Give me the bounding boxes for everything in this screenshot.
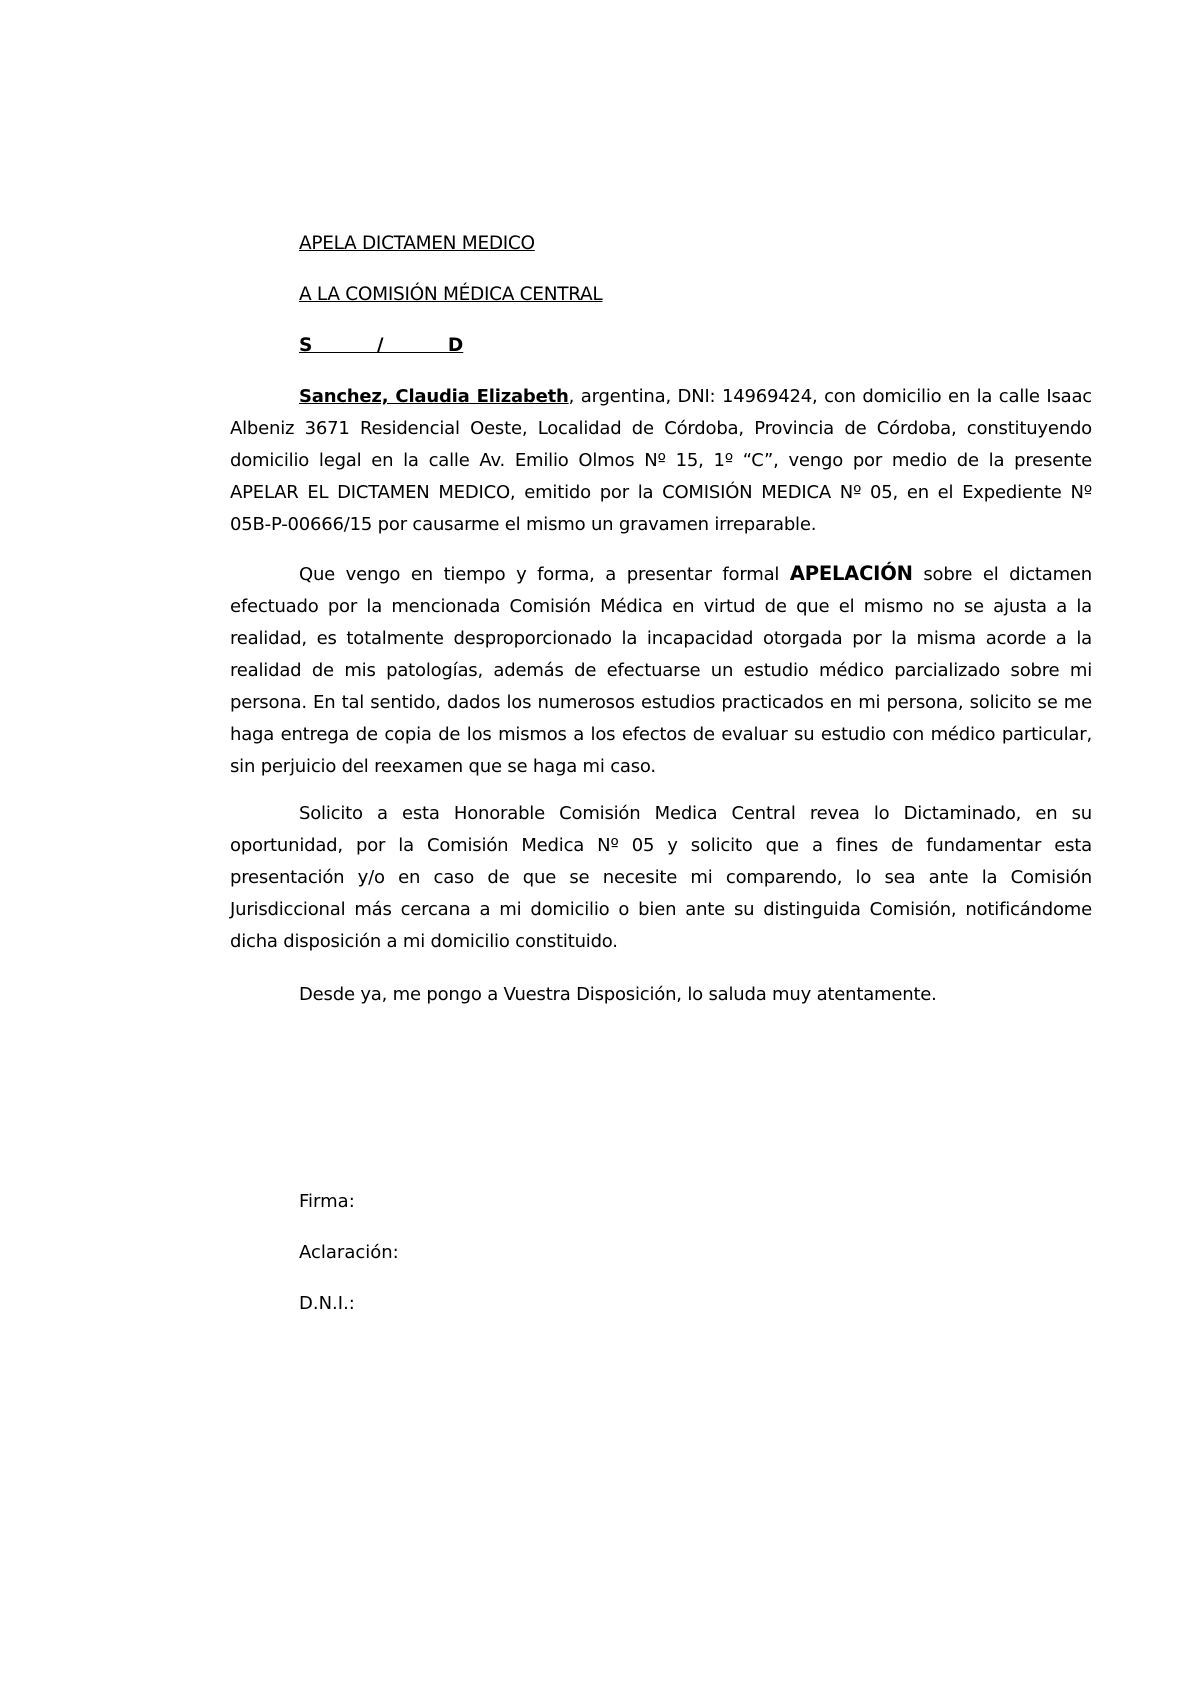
paragraph-intro bbox=[230, 381, 1092, 541]
paragraph-appeal-text bbox=[230, 558, 1092, 783]
recipient-line: A LA COMISIÓN MÉDICA CENTRAL bbox=[299, 284, 603, 305]
dni-label: D.N.I.: bbox=[299, 1293, 355, 1314]
paragraph-request-text: Solicito a esta Honorable Comisión Medica Central revea lo Dictaminado, en su oportunidad, por la Comisión Medica Nº 05 y solicito que a fines de fundamentar esta presentación y/o en caso de que se necesite mi comparendo, lo sea ante la Comisión Jurisdiccional más cercana a mi domicilio o bien ante su distinguida Comisión, notificándome dicha disposición a mi domicilio constituido. bbox=[230, 803, 1092, 952]
closing-line: Desde ya, me pongo a Vuestra Disposición, lo saluda muy atentamente. bbox=[299, 984, 937, 1005]
paragraph-request bbox=[230, 798, 1092, 958]
paragraph-appeal-lead: Que vengo en tiempo y forma, a presentar formal bbox=[299, 564, 790, 585]
signature-label: Firma: bbox=[299, 1191, 355, 1212]
applicant-name: Sanchez, Claudia Elizabeth bbox=[299, 386, 569, 407]
paragraph-intro-body: , argentina, DNI: 14969424, con domicilio en la calle Isaac Albeniz 3671 Residencial Oeste, Localidad de Córdoba, Provincia de Córdoba, constituyendo domicilio legal en la calle Av. Emilio Olmos Nº 15, 1º “C”, vengo por medio de la presente APELAR EL DICTAMEN MEDICO, emitido por la COMISIÓN MEDICA Nº 05, en el Expediente Nº 05B-P-00666/15 por causarme el mismo un gravamen irreparable. bbox=[230, 386, 1093, 535]
sd-line: S / D bbox=[299, 335, 464, 356]
paragraph-intro-text bbox=[230, 381, 1092, 541]
paragraph-appeal bbox=[230, 558, 1092, 783]
document-title: APELA DICTAMEN MEDICO bbox=[299, 233, 535, 254]
clarification-label: Aclaración: bbox=[299, 1242, 399, 1263]
paragraph-appeal-body: sobre el dictamen efectuado por la mencionada Comisión Médica en virtud de que el mismo no se ajusta a la realidad, es totalmente desproporcionado la incapacidad otorgada por la misma acorde a la realidad de mis patologías, además de efectuarse un estudio médico parcializado sobre mi persona. En tal sentido, dados los numerosos estudios practicados en mi persona, solicito se me haga entrega de copia de los mismos a los efectos de evaluar su estudio con médico particular, sin perjuicio del reexamen que se haga mi caso. bbox=[230, 564, 1092, 777]
appeal-keyword: APELACIÓN bbox=[789, 562, 913, 585]
